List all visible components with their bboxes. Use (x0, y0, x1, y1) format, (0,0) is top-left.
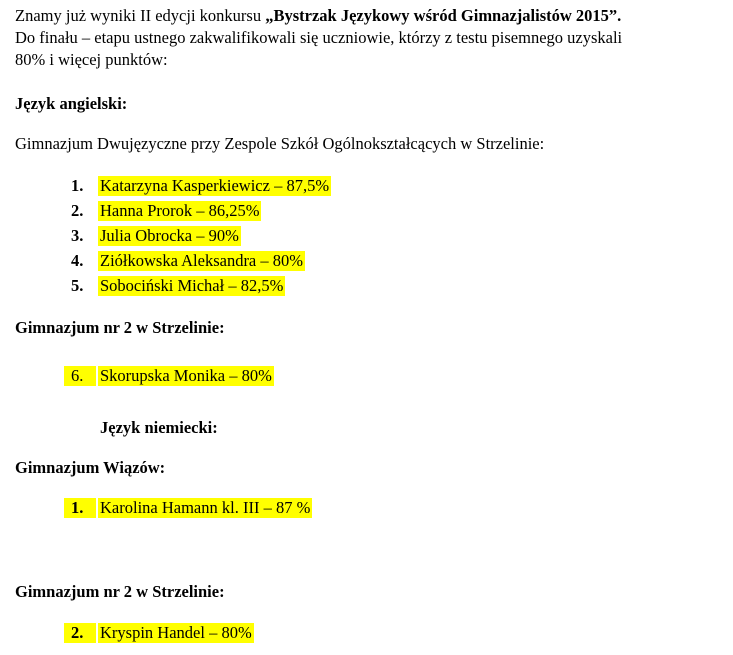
list-item-number: 2. (71, 623, 84, 642)
intro-line-1-text: Znamy już wyniki II edycji konkursu (15, 6, 266, 25)
school4-heading: Gimnazjum nr 2 w Strzelinie: (15, 582, 225, 601)
list-item (0, 176, 733, 197)
list-item (0, 251, 733, 272)
list-item-number: 3. (71, 226, 84, 245)
german-heading: Język niemiecki: (100, 418, 218, 437)
list-item-number: 6. (71, 366, 84, 385)
school2-heading: Gimnazjum nr 2 w Strzelinie: (15, 318, 225, 337)
school1-label: Gimnazjum Dwujęzyczne przy Zespole Szkół Ogólnokształcących w Strzelinie: (15, 134, 545, 153)
list-item-number: 1. (71, 498, 84, 517)
school3-heading: Gimnazjum Wiązów: (15, 458, 166, 477)
list-item (0, 498, 733, 519)
list-item-text: Sobociński Michał – 82,5% (100, 276, 284, 295)
list-item-number: 4. (71, 251, 84, 270)
list-item-text: Karolina Hamann kl. III – 87 % (100, 498, 311, 517)
list-item-number: 5. (71, 276, 84, 295)
contest-title: „Bystrzak Językowy wśród Gimnazjalistów 2015”. (265, 6, 622, 25)
intro-line-1 (15, 6, 621, 26)
list-item-number: 2. (71, 201, 84, 220)
english-heading: Język angielski: (15, 94, 128, 113)
intro-line-2: Do finału – etapu ustnego zakwalifikowali się uczniowie, którzy z testu pisemnego uzyskali (15, 28, 623, 47)
list-item-text: Kryspin Handel – 80% (100, 623, 252, 642)
list-item-text: Julia Obrocka – 90% (100, 226, 239, 245)
list-item (0, 276, 733, 297)
list-item-text: Ziółkowska Aleksandra – 80% (100, 251, 304, 270)
list-item (0, 226, 733, 247)
list-item (0, 201, 733, 222)
list-item-text: Skorupska Monika – 80% (100, 366, 272, 385)
list-item (0, 366, 733, 387)
list-item (0, 623, 733, 644)
intro-line-3: 80% i więcej punktów: (15, 50, 168, 69)
list-item-text: Hanna Prorok – 86,25% (100, 201, 260, 220)
list-item-number: 1. (71, 176, 84, 195)
list-item-text: Katarzyna Kasperkiewicz – 87,5% (100, 176, 330, 195)
